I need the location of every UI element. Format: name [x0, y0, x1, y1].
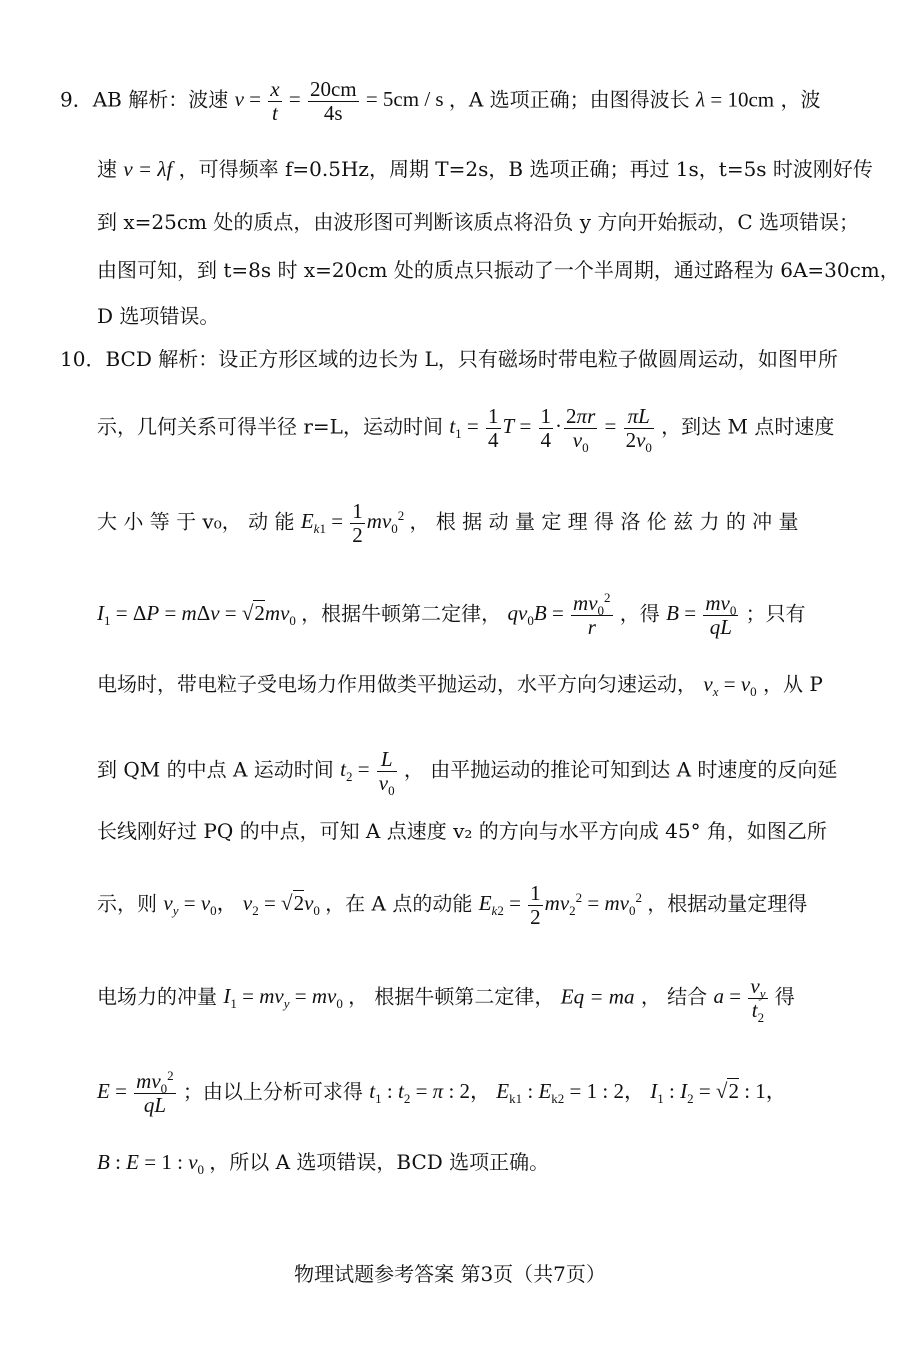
q9-text: 9．AB 解析：波速: [60, 87, 229, 112]
formula-vy-v2: $v_y = v_0$， $v_2 = √2v_0$: [163, 891, 320, 919]
q10-line-5: [97, 670, 823, 698]
formula-a: a = $\frac{v_y}{t_2}$: [713, 974, 766, 1026]
q10-line-6: [97, 747, 838, 799]
formula-eq-ma: Eq = ma: [560, 984, 635, 1009]
q10-text: ， 由平抛运动的推论可知到达 A 时速度的反向延: [403, 757, 838, 782]
q10-text: ，根据动量定理得: [647, 891, 808, 916]
q10-line-9: [97, 974, 795, 1026]
q10-text: 示，几何关系可得半径 r=L，运动时间: [97, 414, 443, 439]
q10-text: ， 结合: [640, 984, 708, 1009]
formula-vx: $v_x = v_0$: [703, 672, 757, 700]
q10-line-1: 10．BCD 解析：设正方形区域的边长为 L，只有磁场时带电粒子做圆周运动，如图甲所: [60, 347, 838, 371]
formula-lorentz: $qv_0B$ = $\frac{mv_0^2}{r}$: [507, 590, 611, 640]
q10-text: ；由以上分析可求得: [182, 1079, 363, 1104]
formula-wavelength: λ = 10cm: [696, 87, 775, 112]
q9-line-5: D 选项错误。: [97, 304, 220, 328]
q9-line-4: 由图可知，到 t=8s 时 x=20cm 处的质点只振动了一个半周期，通过路程为 6A=30cm，: [97, 258, 900, 282]
q10-text: 大 小 等 于 v₀， 动 能: [97, 509, 295, 534]
q10-line-11: [97, 1148, 549, 1176]
q9-text: ，波: [780, 87, 821, 112]
q9-line-1: [60, 78, 821, 125]
formula-i1-momentum: $I_1 = \Delta P = m\Delta v = √2mv_0$: [97, 601, 296, 629]
formula-v-lambda-f: v = λf: [123, 157, 173, 181]
q10-text: ， 根据牛顿第二定律，: [348, 984, 555, 1009]
formula-e: E = $\frac{mv_0^2}{qL}$: [97, 1068, 174, 1118]
q10-text: 电场力的冲量: [97, 984, 217, 1009]
q9-text: ，A 选项正确；由图得波长: [448, 87, 690, 112]
q10-text: 电场时，带电粒子受电场力作用做类平抛运动，水平方向匀速运动，: [97, 672, 697, 696]
q10-line-3: [97, 500, 799, 547]
formula-ek2: $E_{k2}$ = $\frac{1}{2}$ $mv_2^2 = mv_0^2$: [478, 881, 642, 930]
q10-text: ，在 A 点的动能: [325, 891, 473, 916]
formula-wave-speed: v = $\frac{x}{t}$ = $\frac{20cm}{4s}$ = 5cm / s: [234, 77, 449, 126]
q10-line-8: [97, 882, 807, 929]
formula-b-e: B : E = 1 : $v_0$: [97, 1150, 205, 1178]
formula-t1: $t_1$ = $\frac{1}{4}$ T = $\frac{1}{4}$ · $\frac{2\pi r}{v_0}$ = $\frac{\pi L}{2v_0}$: [449, 404, 652, 456]
page-footer: 物理试题参考答案 第3页（共7页）: [294, 1262, 606, 1286]
formula-i1-electric: $I_1 = mv_y = mv_0$: [223, 984, 343, 1012]
q10-text: ，所以 A 选项错误，BCD 选项正确。: [209, 1150, 550, 1174]
q10-text: ；只有: [745, 601, 806, 626]
q9-text: ，可得频率 f=0.5Hz，周期 T=2s，B 选项正确；再过 1s，t=5s 时波刚好传: [178, 157, 873, 181]
formula-t2: $t_2$ = $\frac{L}{v_0}$: [340, 747, 395, 799]
q10-text: 示，则: [97, 891, 157, 916]
q10-text: ，得: [619, 601, 660, 626]
q10-text: 到 QM 的中点 A 运动时间: [97, 757, 334, 782]
q10-line-7: 长线刚好过 PQ 的中点，可知 A 点速度 v₂ 的方向与水平方向成 45° 角，如图乙所: [97, 819, 827, 843]
formula-b: B = $\frac{mv_0}{qL}$: [666, 591, 737, 640]
q10-line-2: [97, 404, 835, 456]
q10-line-4: [97, 592, 806, 639]
formula-ek1: $E_{k1}$ = $\frac{1}{2}$ $mv_0^2$: [300, 499, 405, 548]
q10-text: ， 根 据 动 量 定 理 得 洛 伦 兹 力 的 冲 量: [409, 509, 799, 534]
formula-ratios: $t_1$ : $t_2 = \pi$ : 2， $E_{k1}$ : $E_{k2} = 1$ : 2， $I_1$ : $I_2 = √2$ : 1，: [369, 1079, 787, 1107]
q9-text: 速: [97, 157, 117, 181]
q10-text: 得: [774, 984, 795, 1009]
q10-text: ，从 P: [763, 672, 823, 696]
q9-line-3: 到 x=25cm 处的质点，由波形图可判断该质点将沿负 y 方向开始振动，C 选项错误；: [97, 210, 860, 234]
q9-line-2: [97, 155, 873, 183]
q10-line-10: [97, 1070, 787, 1117]
q10-text: ，到达 M 点时速度: [661, 414, 835, 439]
q10-text: ，根据牛顿第二定律，: [301, 601, 502, 626]
